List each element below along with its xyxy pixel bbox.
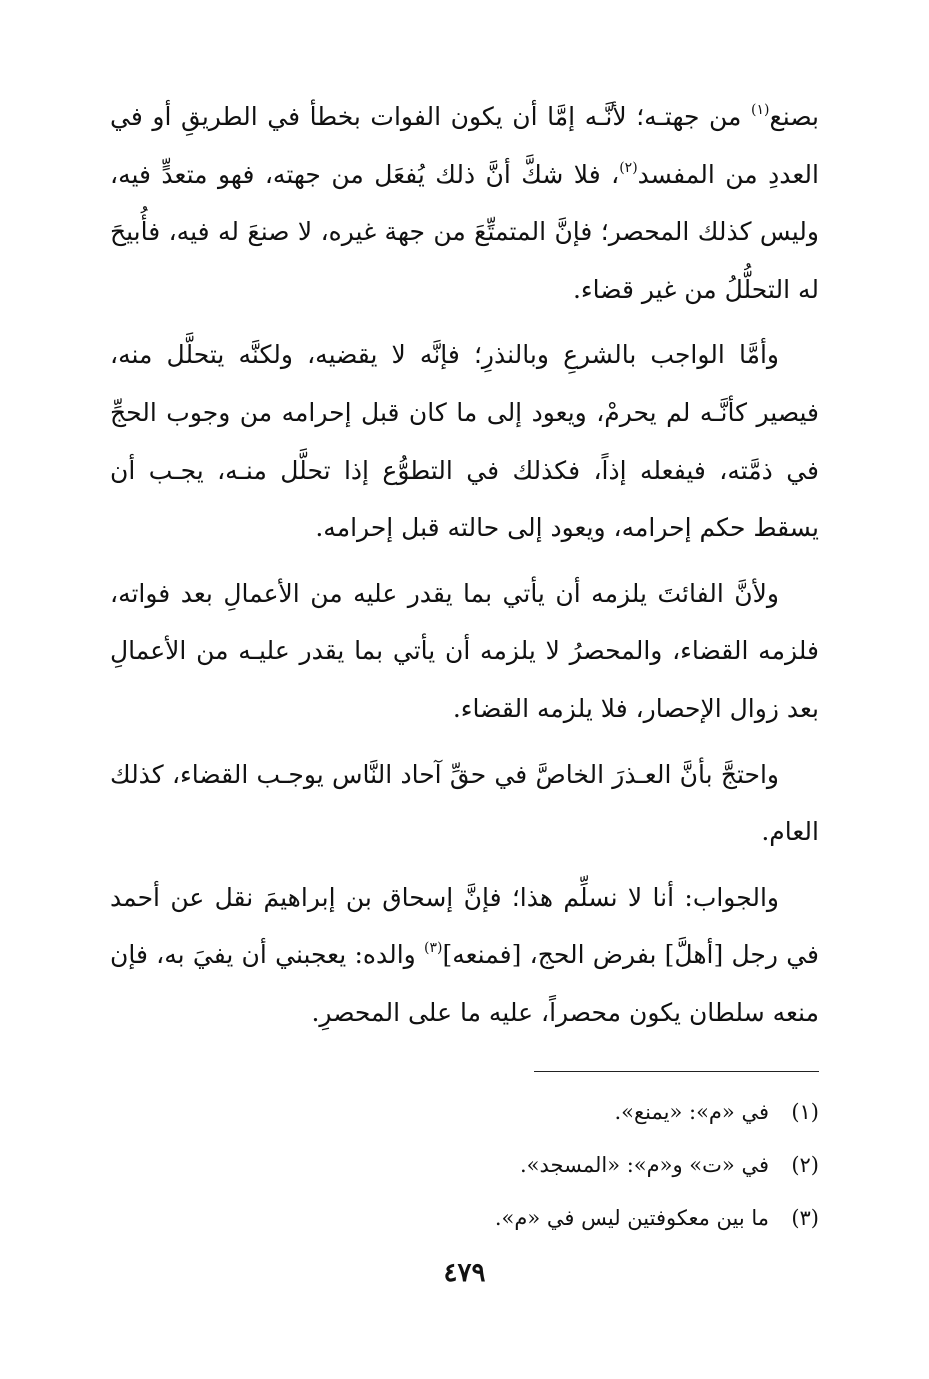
text-run: والجواب: أنا لا نسلِّم هذا؛ فإنَّ إسحاق بن إبراهيمَ نقل عن أحمد في رجل [أهلَّ] بفرض الحج، [فمنعه] <box>110 882 820 970</box>
footnote-number: (١) <box>791 1100 819 1124</box>
text-run: من جهتـه؛ لأنَّـه إمَّا أن يكون الفوات بخطأ في الطريقِ أو في العددِ من المفسد <box>110 102 819 189</box>
paragraph-4: واحتجَّ بأنَّ العـذرَ الخاصَّ في حقِّ آحاد النَّاس يوجـب القضاء، كذلك العام. <box>110 759 819 847</box>
text-run: ، فلا شكَّ أنَّ ذلك يُفعَل من جهته، فهو متعدٍّ فيه، وليس كذلك المحصر؛ فإنَّ المتمتِّعَ من جهة غيره، لا صنعَ له فيه، فأُبيحَ له التحلُّلُ من غير قضاء. <box>110 159 819 304</box>
paragraph-3: ولأنَّ الفائتَ يلزمه أن يأتي بما يقدر عليه من الأعمالِ بعد فواته، فلزمه القضاء، والمحصرُ لا يلزمه أن يأتي بما يقدر عليـه من الأعمالِ بعد زوال الإحصار، فلا يلزمه القضاء. <box>110 578 819 723</box>
footnote-text: ما بين معكوفتين ليس في «م». <box>494 1206 769 1230</box>
paragraph-5 <box>110 869 819 1042</box>
footnote-marker-2: (٢) <box>619 159 638 176</box>
text-run: والده: يعجبني أن يفيَ به، فإن منعه سلطان يكون محصراً، عليه ما على المحصرِ. <box>110 940 819 1027</box>
footnote-number: (٣) <box>791 1206 819 1230</box>
text-run: بصنع <box>769 102 819 131</box>
footnote-separator <box>534 1071 819 1072</box>
footnote-text: في «م»: «يمنع». <box>614 1100 769 1124</box>
paragraph-1 <box>110 88 819 318</box>
paragraph-2: وأمَّا الواجب بالشرعِ وبالنذرِ؛ فإنَّه لا يقضيه، ولكنَّه يتحلَّل منه، فيصير كأنَّـه لم يحرمْ، ويعود إلى ما كان قبل إحرامه من وجوب الحجِّ في ذمَّته، فيفعله إذاً، فكذلك في التطوُّع إذا تحلَّل منـه، يجـب أن يسقط حكم إحرامه، ويعود إلى حالته قبل إحرامه. <box>110 340 819 543</box>
footnote-3 <box>110 1192 819 1245</box>
footnote-marker-1: (١) <box>751 102 770 118</box>
footnotes <box>110 1086 819 1245</box>
footnote-2 <box>110 1139 819 1192</box>
footnote-text: في «ت» و«م»: «المسجد». <box>519 1153 769 1177</box>
footnote-1 <box>110 1086 819 1139</box>
page-number: ٤٧٩ <box>443 1258 486 1288</box>
footnote-marker-3: (٣) <box>424 940 443 957</box>
main-text <box>110 88 819 1050</box>
footnote-number: (٢) <box>791 1153 819 1177</box>
